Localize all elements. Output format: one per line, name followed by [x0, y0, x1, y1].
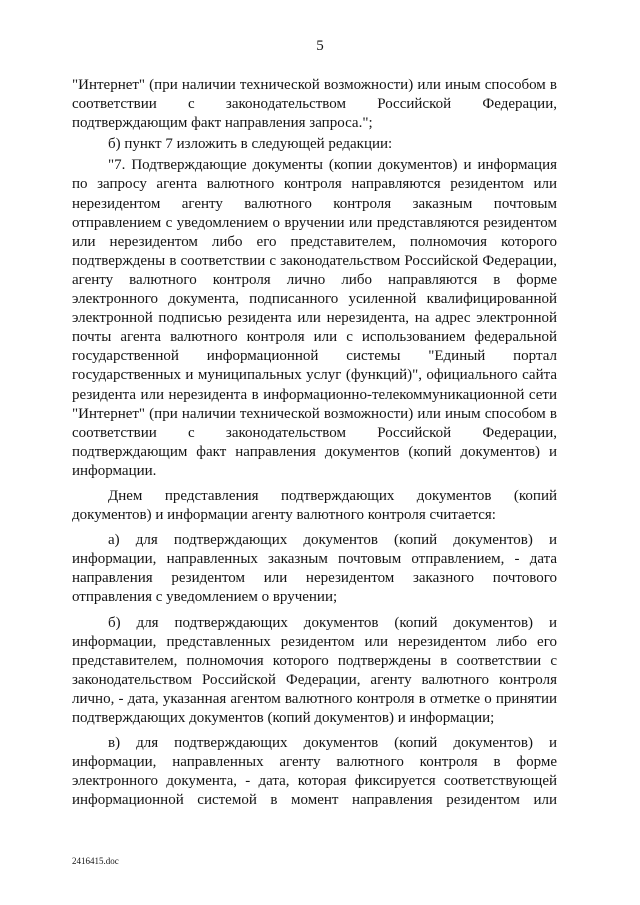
- paragraph-continuation: "Интернет" (при наличии технической возможности) или иным способом в соответствии с законодательством Российской Федерации, подтверждающим факт направления запроса.";: [72, 77, 557, 132]
- paragraph-subitem-b: б) для подтверждающих документов (копий документов) и информации, представленных резидентом или нерезидентом либо его представителем, полномочия которого подтверждены в соответствии с законодательством Российской Федерации, агенту валютного контроля лично, - дата, указанная агентом валютного контроля в отметке о принятии подтверждающих документов (копий документов) и информации;: [72, 614, 557, 726]
- page-number: 5: [316, 38, 324, 54]
- paragraph-point-7: "7. Подтверждающие документы (копии документов) и информация по запросу агента валютного контроля направляются резидентом или нерезидентом агенту валютного контроля заказным почтовым отправлением с уведомлением о вручении или представляются резидентом или нерезидентом либо его представителем, полномочия которого подтверждены в соответствии с законодательством Российской Федерации, агенту валютного контроля лично либо направляются в форме электронного документа, подписанного усиленной квалифицированной электронной подписью резидента или нерезидента, на адрес электронной почты агента валютного контроля или с использованием федеральной государственной информационной системы "Единый портал государственных и муниципальных услуг (функций)", официального сайта резидента или нерезидента в информационно-телекоммуникационной сети "Интернет" (при наличии технической возможности) или иным способом в соответствии с законодательством Российской Федерации, подтверждающим факт направления документов (копий документов) и информации.: [72, 157, 557, 479]
- paragraph-subitem-a: а) для подтверждающих документов (копий документов) и информации, направленных заказным почтовым отправлением, - дата направления резидентом или нерезидентом заказного почтового отправления с уведомлением о вручении;: [72, 532, 557, 606]
- paragraph-item-b-header: б) пункт 7 изложить в следующей редакции:: [108, 136, 393, 153]
- document-body: [72, 76, 557, 810]
- paragraph-subitem-v: в) для подтверждающих документов (копий документов) и информации, направленных агенту валютного контроля в форме электронного документа, - дата, которая фиксируется соответствующей информационной системой в момент направления резидентом или: [72, 735, 557, 809]
- paragraph-submission-day: Днем представления подтверждающих документов (копий документов) и информации агенту валютного контроля считается:: [72, 487, 557, 524]
- footer-filename: 2416415.doc: [72, 856, 119, 866]
